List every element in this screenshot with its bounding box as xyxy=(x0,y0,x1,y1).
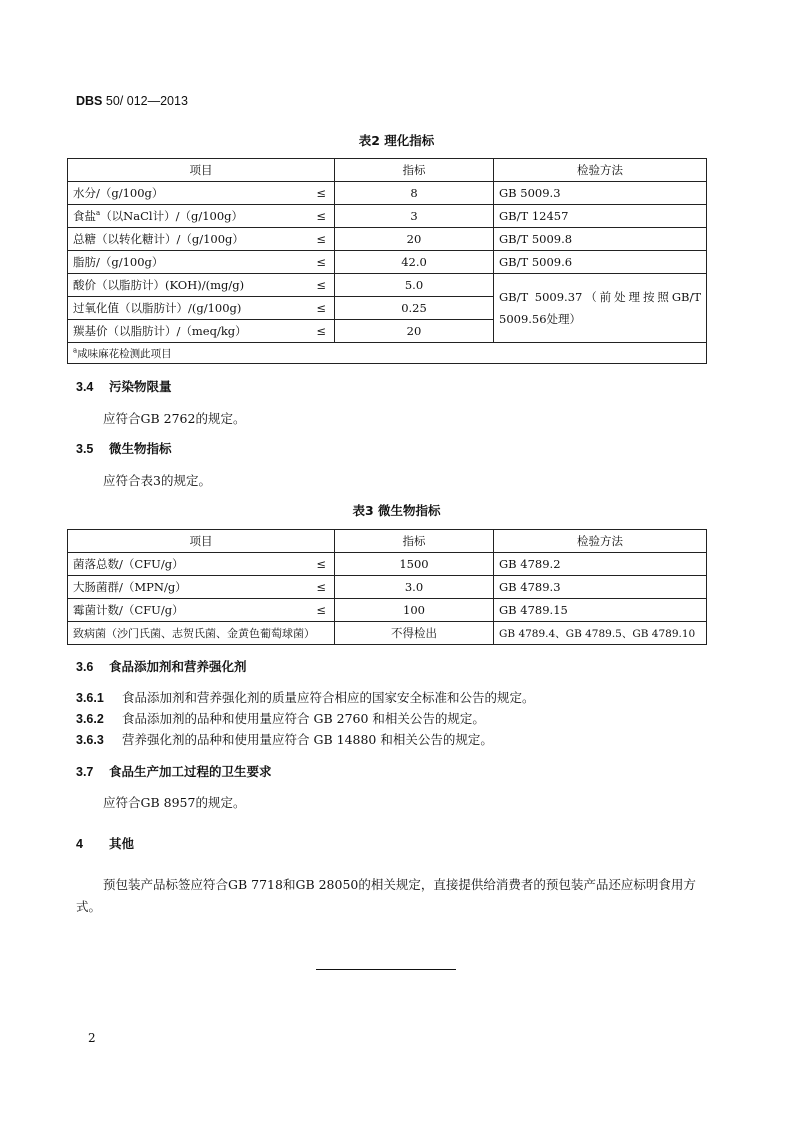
table2-footnote: $^a$咸味麻花检测此项目 xyxy=(68,343,707,364)
section-4-heading: 4 其他 xyxy=(76,836,135,851)
col-header-method: 检验方法 xyxy=(494,530,707,553)
table2-header-row xyxy=(68,159,707,182)
section-3-5-text: 应符合表3的规定。 xyxy=(103,473,211,488)
col-header-item: 项目 xyxy=(68,159,335,182)
table-row: 食盐$^a$（以NaCl计）/（g/100g） ≤ 3 GB/T 12457 xyxy=(68,205,707,228)
section-3-7-heading: 3.7 食品生产加工过程的卫生要求 xyxy=(76,764,272,779)
table3-caption: 表3 微生物指标 xyxy=(352,503,441,518)
table2 xyxy=(67,158,707,364)
col-header-method: 检验方法 xyxy=(494,159,707,182)
table-row: 酸价（以脂肪计）(KOH)/(mg/g) ≤ 5.0 GB/T 5009.37（前处理按照GB/T 5009.56处理） xyxy=(68,274,707,297)
section-3-7-text: 应符合GB 8957的规定。 xyxy=(103,795,246,810)
section-3-6-3: 3.6.3 营养强化剂的品种和使用量应符合 GB 14880 和相关公告的规定。 xyxy=(76,732,493,747)
section-3-4-heading: 3.4 污染物限量 xyxy=(76,379,172,394)
table3-header-row xyxy=(68,530,707,553)
section-4-text: 预包装产品标签应符合GB 7718和GB 28050的相关规定，直接提供给消费者的预包装产品还应标明食用方式。 xyxy=(76,877,696,914)
section-3-6-heading: 3.6 食品添加剂和营养强化剂 xyxy=(76,659,247,674)
table-row: 脂肪/（g/100g） ≤ 42.0 GB/T 5009.6 xyxy=(68,251,707,274)
end-rule xyxy=(316,969,456,970)
table-row: 过氧化值（以脂肪计）/(g/100g) ≤ 0.25 xyxy=(68,297,707,320)
section-3-4-text: 应符合GB 2762的规定。 xyxy=(103,411,246,426)
document-code: DBS 50/ 012—2013 xyxy=(76,94,188,108)
table-row: 羰基价（以脂肪计）/（meq/kg） ≤ 20 xyxy=(68,320,707,343)
merged-method-cell: GB/T 5009.37（前处理按照GB/T 5009.56处理） xyxy=(494,274,707,343)
section-3-6-2: 3.6.2 食品添加剂的品种和使用量应符合 GB 2760 和相关公告的规定。 xyxy=(76,711,485,726)
table-row: 总糖（以转化糖计）/（g/100g） ≤ 20 GB/T 5009.8 xyxy=(68,228,707,251)
table2-caption: 表2 理化指标 xyxy=(358,133,435,148)
section-3-5-heading: 3.5 微生物指标 xyxy=(76,441,172,456)
section-3-6-1: 3.6.1 食品添加剂和营养强化剂的质量应符合相应的国家安全标准和公告的规定。 xyxy=(76,690,535,705)
table-row: 水分/（g/100g） ≤ 8 GB 5009.3 xyxy=(68,182,707,205)
table3 xyxy=(67,529,707,645)
table-row: 大肠菌群/（MPN/g） ≤ 3.0 GB 4789.3 xyxy=(68,576,707,599)
page-number: 2 xyxy=(88,1031,96,1045)
table-row: 致病菌（沙门氏菌、志贺氏菌、金黄色葡萄球菌） 不得检出 GB 4789.4、GB 4789.5、GB 4789.10 xyxy=(68,622,707,645)
col-header-item: 项目 xyxy=(68,530,335,553)
table-row: 霉菌计数/（CFU/g） ≤ 100 GB 4789.15 xyxy=(68,599,707,622)
col-header-value: 指标 xyxy=(335,159,494,182)
table-row: 菌落总数/（CFU/g） ≤ 1500 GB 4789.2 xyxy=(68,553,707,576)
col-header-value: 指标 xyxy=(335,530,494,553)
table2-footnote-row xyxy=(68,343,707,364)
